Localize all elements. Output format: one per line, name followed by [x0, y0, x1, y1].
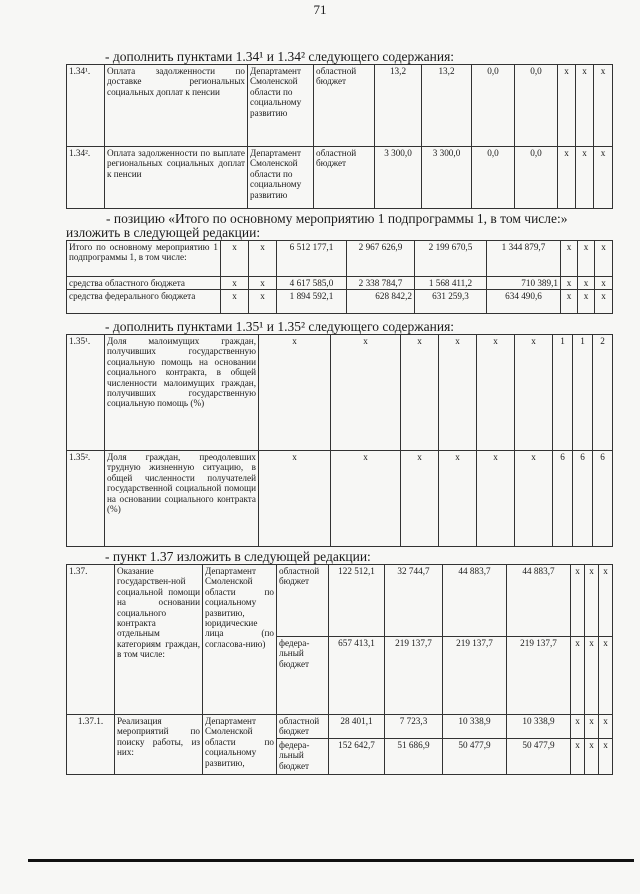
value-cell: 1 — [573, 335, 593, 451]
x-cell: x — [585, 565, 599, 637]
x-cell: x — [249, 277, 277, 290]
value-cell: 0,0 — [472, 147, 515, 209]
value-cell: 50 477,9 — [507, 739, 571, 775]
table-row — [67, 451, 613, 547]
x-cell: x — [599, 739, 613, 775]
table-row — [67, 565, 613, 637]
row-label: Итого по основному мероприятию 1 подпрограммы 1, в том числе: — [67, 241, 221, 277]
x-cell: x — [595, 241, 613, 277]
value-cell: 0,0 — [472, 65, 515, 147]
x-cell: x — [594, 147, 613, 209]
item-number: 1.34². — [67, 147, 105, 209]
value-cell: 44 883,7 — [443, 565, 507, 637]
x-cell: x — [249, 290, 277, 314]
table-items-1-34 — [66, 64, 613, 209]
x-cell: x — [249, 241, 277, 277]
value-cell: 32 744,7 — [385, 565, 443, 637]
x-cell: x — [259, 335, 331, 451]
indicator-number: 1.35². — [67, 451, 105, 547]
x-cell: x — [561, 277, 578, 290]
table-row — [67, 277, 613, 290]
x-cell: x — [599, 715, 613, 739]
x-cell: x — [259, 451, 331, 547]
section-instruction: - позицию «Итого по основному мероприятию 1 подпрограммы 1, в том числе:» изложить в следующей редакции: — [66, 211, 568, 240]
x-cell: x — [477, 335, 515, 451]
x-cell: x — [477, 451, 515, 547]
x-cell: x — [585, 637, 599, 715]
table-items-1-35 — [66, 334, 613, 547]
x-cell: x — [599, 637, 613, 715]
value-cell: 710 389,1 — [487, 277, 561, 290]
item-funding-source: федера-льный бюджет — [277, 739, 329, 775]
item-name: Реализация мероприятий по поиску работы, из них: — [115, 715, 203, 775]
value-cell: 152 642,7 — [329, 739, 385, 775]
value-cell: 219 137,7 — [443, 637, 507, 715]
item-funding-source: федера-льный бюджет — [277, 637, 329, 715]
value-cell: 50 477,9 — [443, 739, 507, 775]
x-cell: x — [594, 65, 613, 147]
x-cell: x — [571, 637, 585, 715]
item-funding-source: областной бюджет — [277, 565, 329, 637]
value-cell: 51 686,9 — [385, 739, 443, 775]
value-cell: 657 413,1 — [329, 637, 385, 715]
item-funding-source: областной бюджет — [314, 147, 375, 209]
value-cell: 10 338,9 — [443, 715, 507, 739]
x-cell: x — [595, 277, 613, 290]
table-row — [67, 241, 613, 277]
value-cell: 631 259,3 — [415, 290, 487, 314]
value-cell: 44 883,7 — [507, 565, 571, 637]
x-cell: x — [221, 241, 249, 277]
x-cell: x — [571, 715, 585, 739]
x-cell: x — [515, 451, 553, 547]
item-number: 1.34¹. — [67, 65, 105, 147]
x-cell: x — [558, 147, 576, 209]
x-cell: x — [561, 290, 578, 314]
value-cell: 6 — [573, 451, 593, 547]
x-cell: x — [221, 290, 249, 314]
value-cell: 28 401,1 — [329, 715, 385, 739]
indicator-number: 1.35¹. — [67, 335, 105, 451]
value-cell: 4 617 585,0 — [277, 277, 347, 290]
value-cell: 6 512 177,1 — [277, 241, 347, 277]
value-cell: 1 — [553, 335, 573, 451]
value-cell: 2 199 670,5 — [415, 241, 487, 277]
value-cell: 634 490,6 — [487, 290, 561, 314]
value-cell: 628 842,2 — [347, 290, 415, 314]
x-cell: x — [561, 241, 578, 277]
bottom-rule — [28, 859, 634, 862]
item-number: 1.37.1. — [67, 715, 115, 775]
x-cell: x — [401, 451, 439, 547]
page-number: 71 — [313, 2, 327, 17]
x-cell: x — [515, 335, 553, 451]
item-executor: Департамент Смоленской области по социальному развитию — [248, 147, 314, 209]
value-cell: 122 512,1 — [329, 565, 385, 637]
indicator-name: Доля малоимущих граждан, получивших государственную социальную помощь на основании социального контракта, в общей численности малоимущих граждан, получивших государственную социальную помощь (%) — [105, 335, 259, 451]
value-cell: 6 — [553, 451, 573, 547]
section-instruction: - пункт 1.37 изложить в следующей редакции: — [105, 549, 371, 564]
value-cell: 13,2 — [422, 65, 472, 147]
item-funding-source: областной бюджет — [314, 65, 375, 147]
x-cell: x — [401, 335, 439, 451]
value-cell: 1 344 879,7 — [487, 241, 561, 277]
x-cell: x — [331, 335, 401, 451]
item-name: Оплата задолженности по доставке региональных социальных доплат к пенсии — [105, 65, 248, 147]
x-cell: x — [599, 565, 613, 637]
table-row — [67, 335, 613, 451]
section-instruction: - дополнить пунктами 1.34¹ и 1.34² следующего содержания: — [105, 49, 455, 64]
x-cell: x — [585, 739, 599, 775]
value-cell: 1 568 411,2 — [415, 277, 487, 290]
table-total-activity-1 — [66, 240, 613, 314]
item-number: 1.37. — [67, 565, 115, 715]
value-cell: 0,0 — [515, 147, 558, 209]
row-label: средства федерального бюджета — [67, 290, 221, 314]
table-item-1-37 — [66, 564, 613, 775]
value-cell: 219 137,7 — [507, 637, 571, 715]
x-cell: x — [571, 565, 585, 637]
value-cell: 2 — [593, 335, 613, 451]
x-cell: x — [576, 147, 594, 209]
item-name: Оказание государствен-ной социальной помощи на основании социального контракта отдельным категориям граждан, в том числе: — [115, 565, 203, 715]
x-cell: x — [578, 290, 595, 314]
x-cell: x — [571, 739, 585, 775]
table-row — [67, 715, 613, 739]
item-funding-source: областной бюджет — [277, 715, 329, 739]
item-executor: Департамент Смоленской области по социальному развитию — [248, 65, 314, 147]
x-cell: x — [439, 451, 477, 547]
value-cell: 13,2 — [375, 65, 422, 147]
indicator-name: Доля граждан, преодолевших трудную жизненную ситуацию, в общей численности получателей государственной социальной помощи на основании социального контракта (%) — [105, 451, 259, 547]
x-cell: x — [576, 65, 594, 147]
x-cell: x — [439, 335, 477, 451]
item-name: Оплата задолженности по выплате региональных социальных доплат к пенсии — [105, 147, 248, 209]
item-executor: Департамент Смоленской области по социальному развитию, юридические лица (по согласова-нию) — [203, 565, 277, 715]
value-cell: 2 967 626,9 — [347, 241, 415, 277]
value-cell: 2 338 784,7 — [347, 277, 415, 290]
value-cell: 1 894 592,1 — [277, 290, 347, 314]
value-cell: 10 338,9 — [507, 715, 571, 739]
value-cell: 3 300,0 — [422, 147, 472, 209]
x-cell: x — [585, 715, 599, 739]
row-label: средства областного бюджета — [67, 277, 221, 290]
value-cell: 0,0 — [515, 65, 558, 147]
value-cell: 7 723,3 — [385, 715, 443, 739]
x-cell: x — [331, 451, 401, 547]
x-cell: x — [595, 290, 613, 314]
table-row — [67, 147, 613, 209]
value-cell: 219 137,7 — [385, 637, 443, 715]
table-row — [67, 65, 613, 147]
table-row — [67, 290, 613, 314]
section-instruction: - дополнить пунктами 1.35¹ и 1.35² следующего содержания: — [105, 319, 455, 334]
value-cell: 3 300,0 — [375, 147, 422, 209]
x-cell: x — [578, 277, 595, 290]
x-cell: x — [578, 241, 595, 277]
x-cell: x — [221, 277, 249, 290]
value-cell: 6 — [593, 451, 613, 547]
item-executor: Департамент Смоленской области по социальному развитию, — [203, 715, 277, 775]
x-cell: x — [558, 65, 576, 147]
